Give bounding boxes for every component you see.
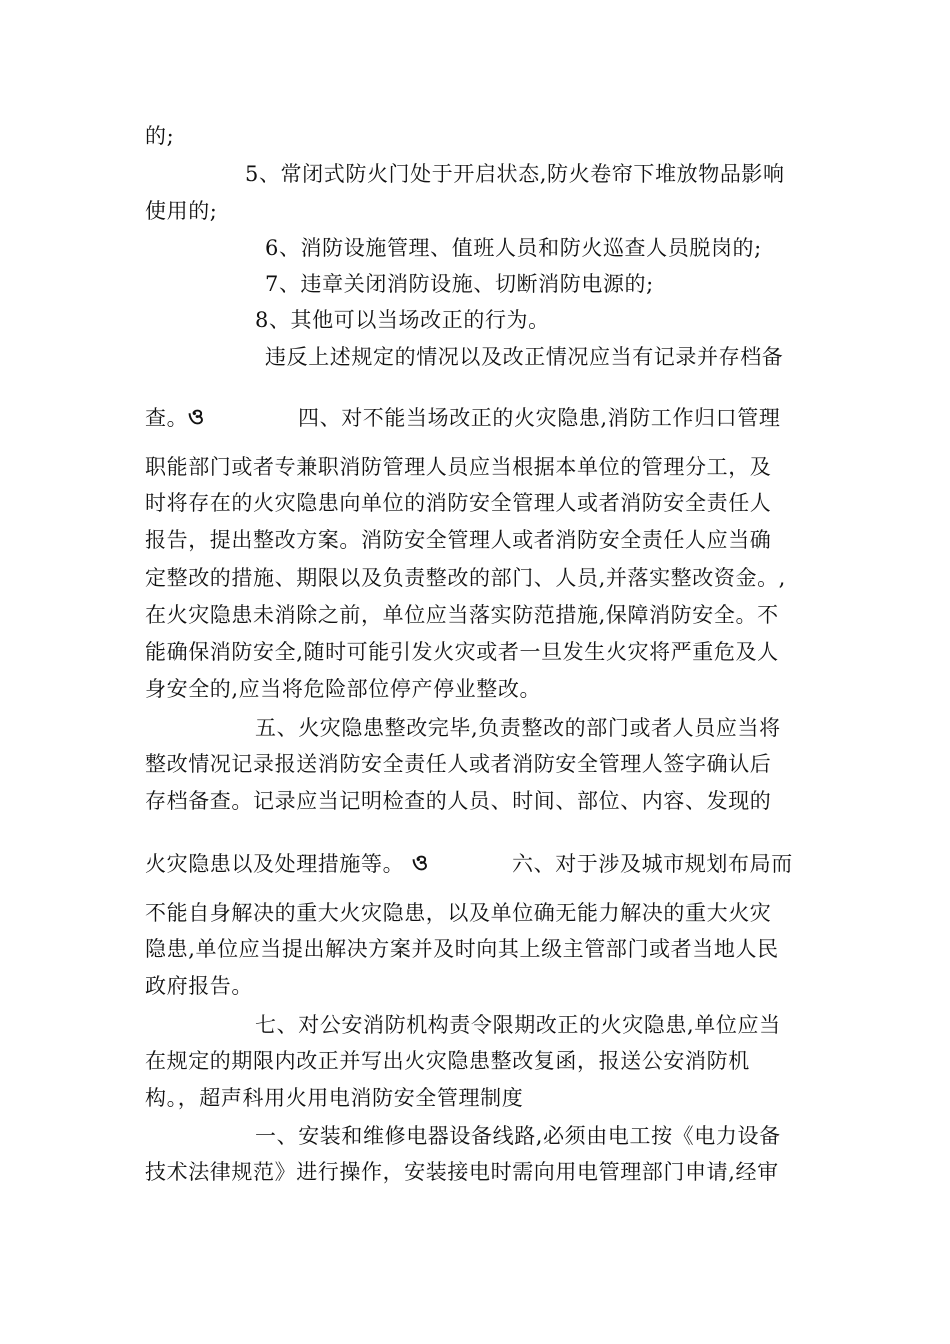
- text-line: 报告，提出整改方案。消防安全管理人或者消防安全责任人应当确: [145, 528, 772, 552]
- text-line: 时将存在的火灾隐患向单位的消防安全管理人或者消防安全责任人: [145, 491, 772, 515]
- text-line: 七、对公安消防机构责令限期改正的火灾隐患,单位应当: [255, 1013, 781, 1037]
- text-line: 8、其他可以当场改正的行为。: [255, 308, 550, 332]
- text-line: 违反上述规定的情况以及改正情况应当有记录并存档备: [265, 345, 784, 369]
- text-line: 的;: [145, 124, 175, 148]
- text-line: 五、火灾隐患整改完毕,负责整改的部门或者人员应当将: [255, 716, 781, 740]
- artifact-mark: ও: [188, 405, 205, 430]
- text-line: 职能部门或者专兼职消防管理人员应当根据本单位的管理分工，及: [145, 455, 772, 479]
- text-line: 隐患,单位应当提出解决方案并及时向其上级主管部门或者当地人民: [145, 937, 779, 961]
- text-line: 身安全的,应当将危险部位停产停业整改。: [145, 677, 542, 701]
- text-line: 不能自身解决的重大火灾隐患，以及单位确无能力解决的重大火灾: [145, 901, 772, 925]
- text-line: 四、对不能当场改正的火灾隐患,消防工作归口管理: [298, 406, 781, 430]
- text-line: 存档备查。记录应当记明检查的人员、时间、部位、内容、发现的: [145, 789, 772, 813]
- text-line: 使用的;: [145, 199, 218, 223]
- text-line: 一、安装和维修电器设备线路,必须由电工按《电力设备: [255, 1124, 781, 1148]
- text-line: 能确保消防安全,随时可能引发火灾或者一旦发生火灾将严重危及人: [145, 640, 779, 664]
- text-line: 6、消防设施管理、值班人员和防火巡查人员脱岗的;: [265, 236, 762, 260]
- text-line: 在火灾隐患未消除之前，单位应当落实防范措施,保障消防安全。不: [145, 603, 779, 627]
- text-line: 构。，超声科用火用电消防安全管理制度: [145, 1086, 524, 1110]
- text-line: 查。: [145, 406, 189, 430]
- text-line: 六、对于涉及城市规划布局而: [512, 852, 793, 876]
- text-line: 技术法律规范》进行操作，安装接电时需向用电管理部门申请,经审: [145, 1160, 779, 1184]
- text-line: 整改情况记录报送消防安全责任人或者消防安全管理人签字确认后: [145, 752, 772, 776]
- artifact-mark: ও: [412, 851, 429, 876]
- text-line: 定整改的措施、期限以及负责整改的部门、人员,并落实整改资金。,: [145, 566, 786, 590]
- text-line: 火灾隐患以及处理措施等。: [145, 852, 405, 876]
- text-line: 在规定的期限内改正并写出火灾隐患整改复函，报送公安消防机: [145, 1049, 750, 1073]
- text-line: 7、违章关闭消防设施、切断消防电源的;: [265, 272, 654, 296]
- text-line: 5、常闭式防火门处于开启状态,防火卷帘下堆放物品影响: [245, 162, 785, 186]
- text-line: 政府报告。: [145, 974, 253, 998]
